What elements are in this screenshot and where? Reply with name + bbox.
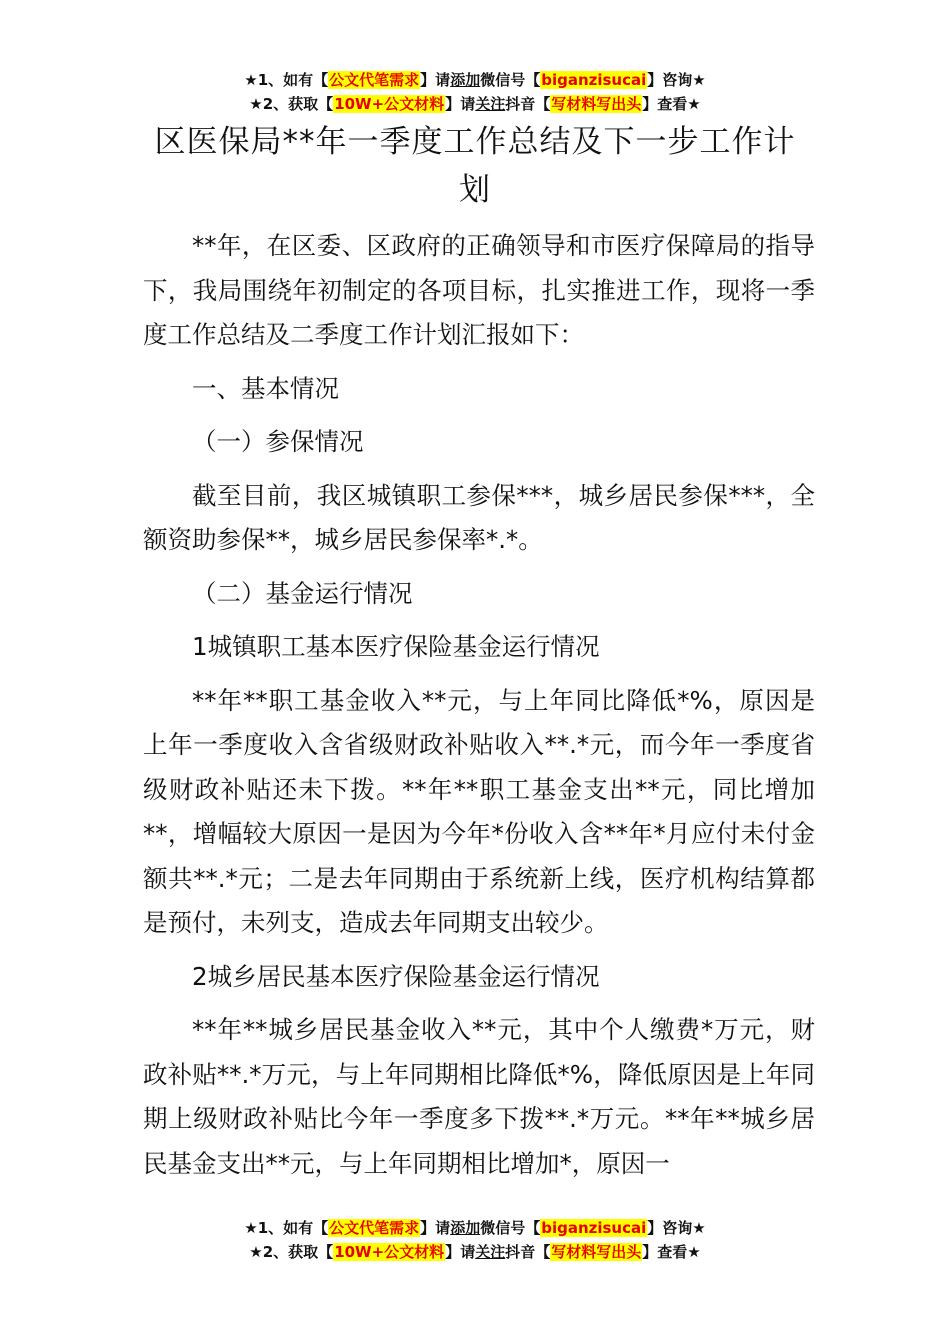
paragraph-resident: **年**城乡居民基金收入**元，其中个人缴费*万元，财政补贴**.*万元，与上年同期相比降低*%，降低原因是上年同期上级财政补贴比今年一季度多下拨**.*万元。**年**城乡居民基金支出**元，与上年同期相比增加*，原因一 — [143, 1015, 815, 1178]
banner-text: 】请 — [420, 71, 451, 89]
banner-text: ★1、如有【 — [244, 1219, 329, 1237]
header-banner — [0, 68, 950, 116]
banner-line-1 — [0, 68, 950, 92]
banner-text: ★2、获取【 — [249, 95, 334, 113]
banner-underline: 关注 — [475, 95, 506, 113]
banner-text: 】查看★ — [642, 95, 701, 113]
banner-text: 】咨询★ — [647, 1219, 706, 1237]
banner-underline: 添加 — [450, 71, 481, 89]
banner-text: ★1、如有【 — [244, 71, 329, 89]
banner-underline: 关注 — [475, 1243, 506, 1261]
banner-line-2 — [0, 92, 950, 116]
paragraph-urban-employee: **年**职工基金收入**元，与上年同比降低*%，原因是上年一季度收入含省级财政补贴收入**.*元，而今年一季度省级财政补贴还未下拨。**年**职工基金支出**元，同比增加**，增幅较大原因一是因为今年*份收入含**年*月应付未付金额共**.*元；二是去年同期由于系统新上线，医疗机构结算都是预付，未列支，造成去年同期支出较少。 — [143, 685, 815, 937]
section-heading-basic: 一、基本情况 — [192, 373, 339, 403]
footer-banner — [0, 1216, 950, 1264]
banner-highlight: 公文代笔需求 — [329, 71, 420, 89]
banner-highlight: 公文代笔需求 — [329, 1219, 420, 1237]
subsection-heading-fund: （二）基金运行情况 — [192, 578, 413, 608]
banner-text: 抖音【 — [505, 95, 551, 113]
banner-wechat-id: biganzisucai — [541, 1219, 647, 1237]
banner-wechat-id: biganzisucai — [541, 71, 647, 89]
banner-line-1 — [0, 1216, 950, 1240]
banner-text: 】请 — [420, 1219, 451, 1237]
banner-text: 】请 — [445, 1243, 476, 1261]
banner-text: 抖音【 — [505, 1243, 551, 1261]
document-body — [143, 224, 815, 1195]
banner-underline: 添加 — [450, 1219, 481, 1237]
banner-text: 微信号【 — [480, 1219, 541, 1237]
document-title: 区医保局**年一季度工作总结及下一步工作计划 — [154, 124, 796, 208]
banner-douyin-id: 写材料写出头 — [551, 95, 642, 113]
banner-line-2 — [0, 1240, 950, 1264]
item-heading-urban-employee: 1城镇职工基本医疗保险基金运行情况 — [192, 632, 600, 661]
subsection-heading-enrollment: （一）参保情况 — [192, 427, 364, 456]
banner-douyin-id: 写材料写出头 — [551, 1243, 642, 1261]
paragraph-intro: **年，在区委、区政府的正确领导和市医疗保障局的指导下，我局围绕年初制定的各项目标，扎实推进工作，现将一季度工作总结及二季度工作计划汇报如下： — [143, 231, 815, 349]
banner-highlight: 10W+公文材料 — [334, 1243, 445, 1261]
banner-text: 】咨询★ — [647, 71, 706, 89]
item-heading-resident: 2城乡居民基本医疗保险基金运行情况 — [192, 961, 600, 991]
banner-text: 】查看★ — [642, 1243, 701, 1261]
banner-text: 微信号【 — [480, 71, 541, 89]
banner-text: ★2、获取【 — [249, 1243, 334, 1261]
banner-highlight: 10W+公文材料 — [334, 95, 445, 113]
paragraph-enrollment: 截至目前，我区城镇职工参保***，城乡居民参保***，全额资助参保**，城乡居民参保率*.*。 — [143, 480, 815, 554]
banner-text: 】请 — [445, 95, 476, 113]
